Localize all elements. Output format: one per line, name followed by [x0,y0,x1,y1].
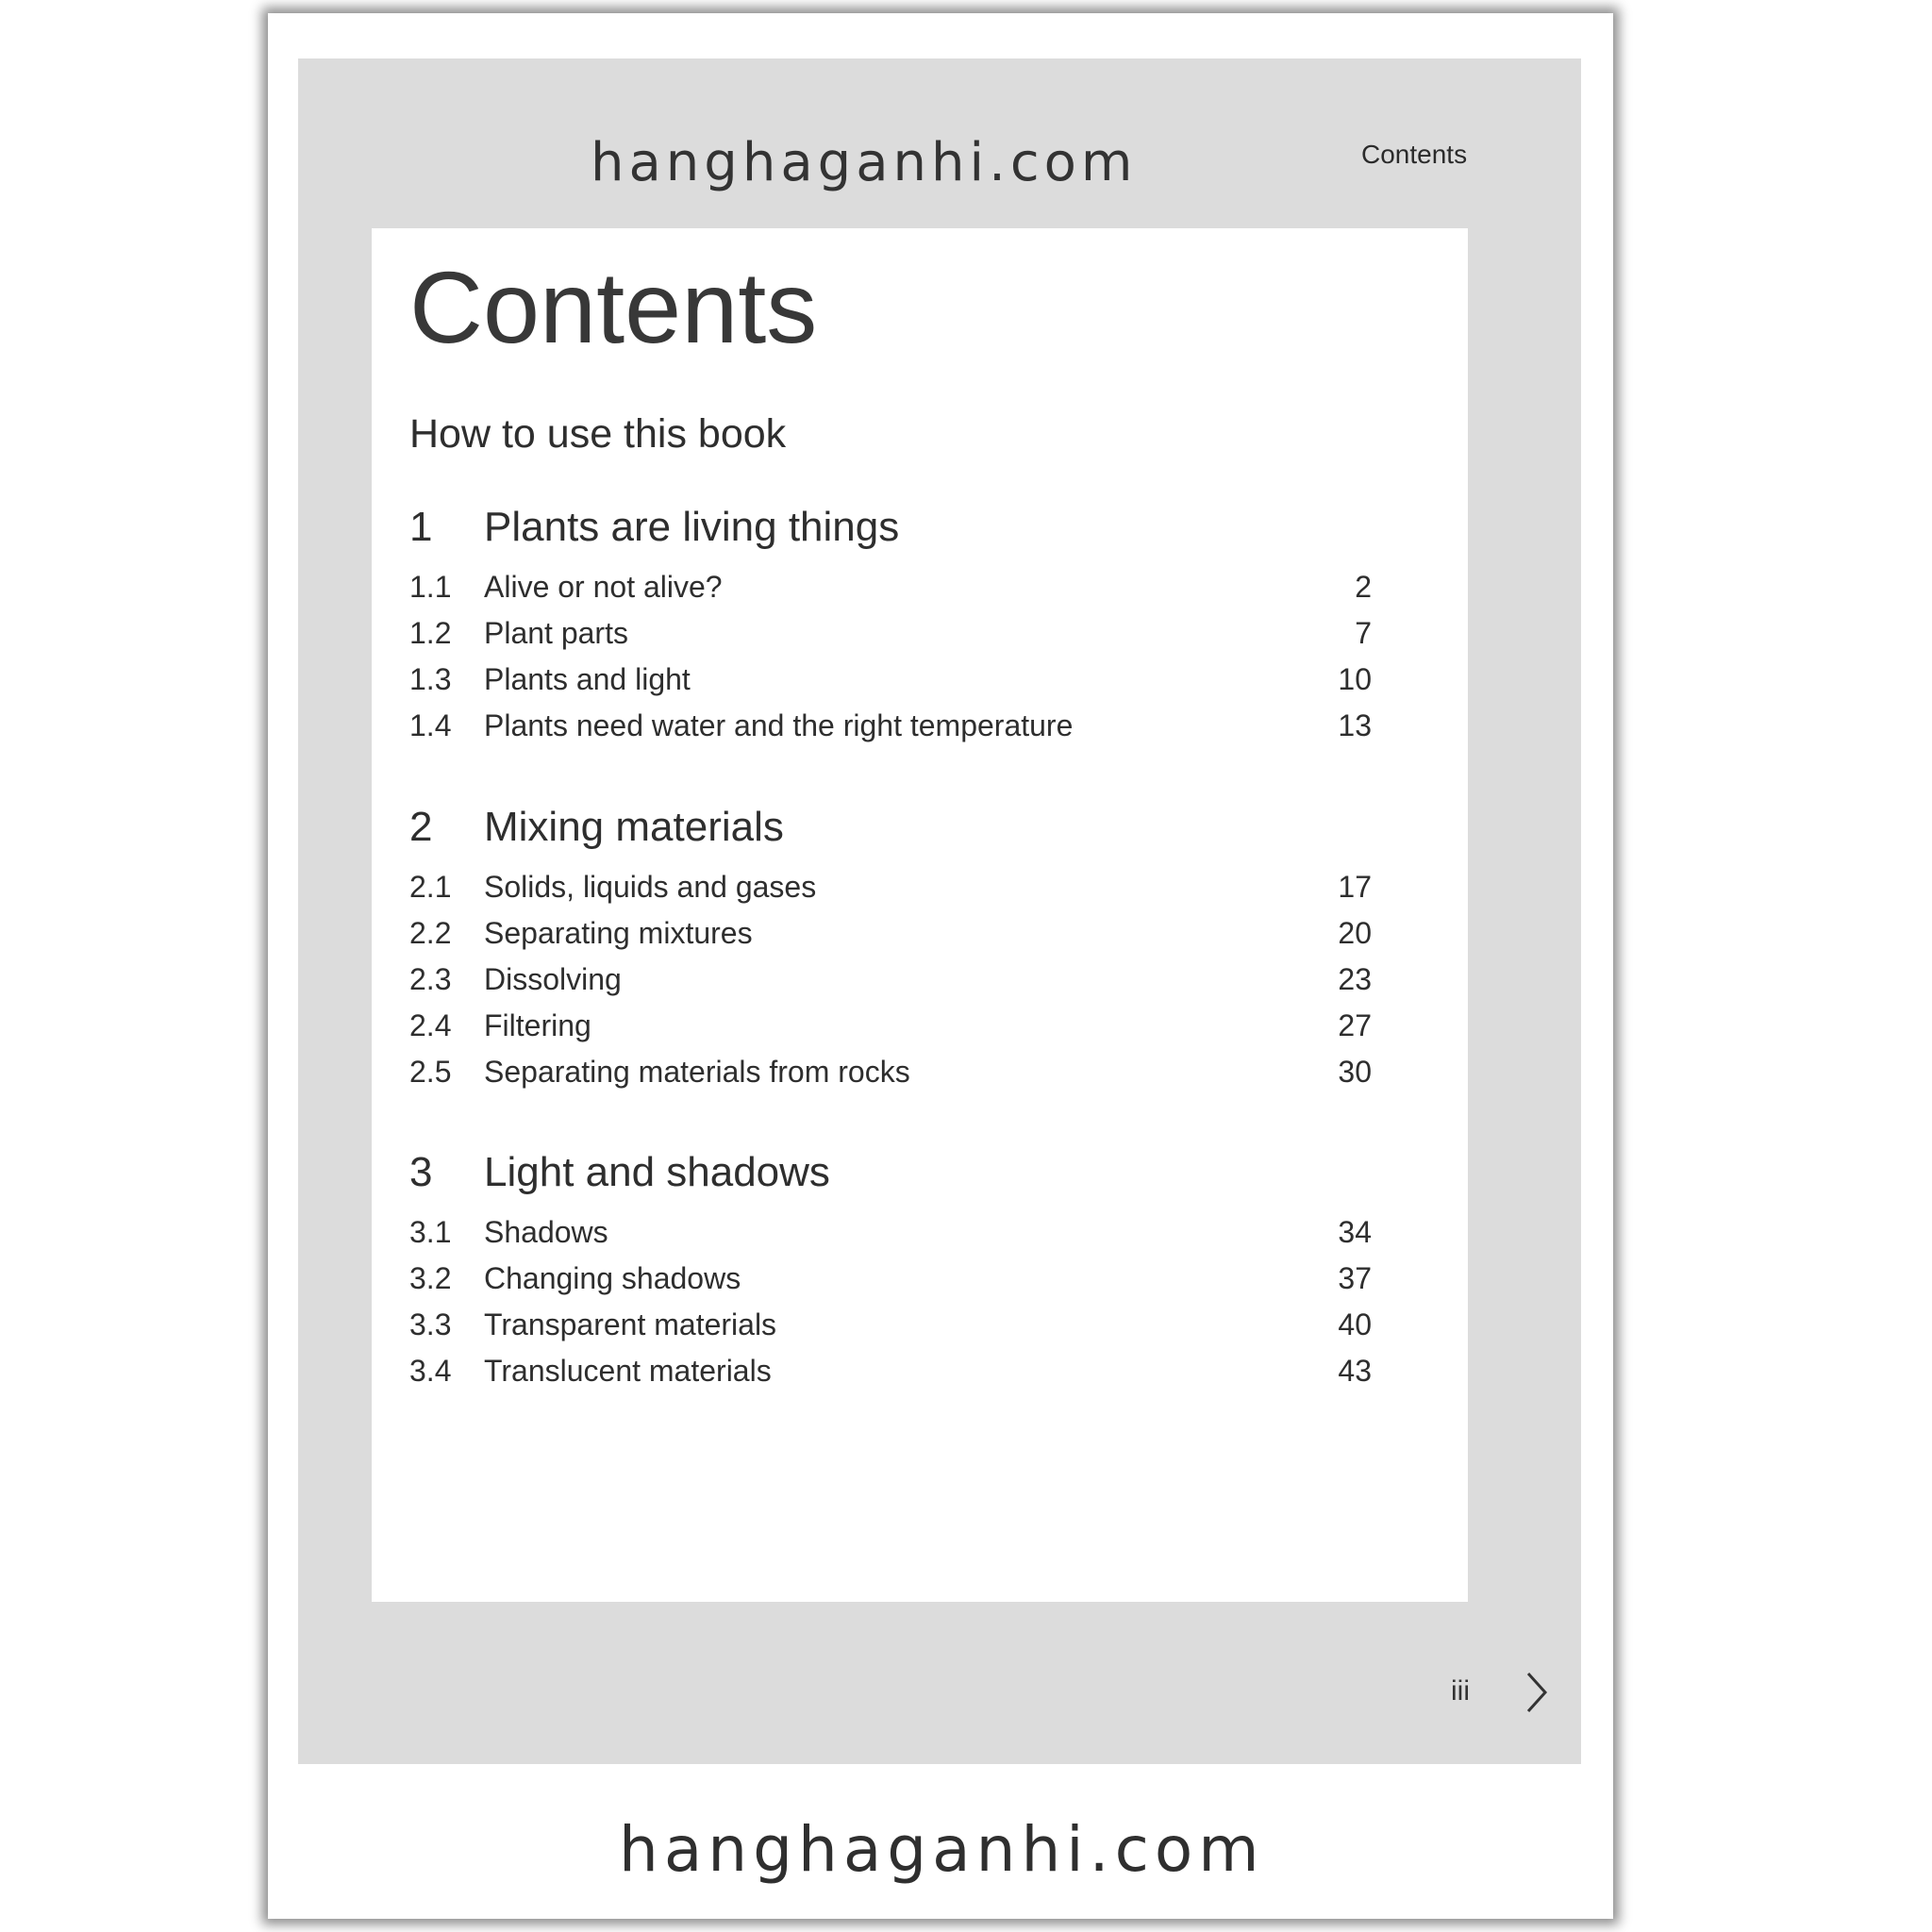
chapter-title: Mixing materials [484,804,784,850]
toc-row[interactable] [409,1209,1372,1256]
section-page: 43 [1338,1354,1372,1388]
chapter-2 [409,791,1372,1095]
section-number: 1.4 [409,708,452,742]
page-title: Contents [409,250,818,364]
section-title: Separating materials from rocks [484,1055,910,1089]
watermark-top: hanghaganhi.com [591,132,1138,193]
toc-row[interactable] [409,1302,1372,1348]
chevron-right-icon[interactable] [1523,1670,1551,1715]
toc-row[interactable] [409,564,1372,610]
toc-row[interactable] [409,1348,1372,1394]
toc-intro-entry[interactable]: How to use this book [409,411,787,457]
toc-row[interactable] [409,910,1372,957]
section-page: 17 [1338,870,1372,904]
toc-row[interactable] [409,610,1372,657]
section-page: 20 [1338,916,1372,950]
section-number: 2.3 [409,962,452,996]
section-number: 2.1 [409,870,452,904]
section-title: Plants and light [484,662,691,696]
section-page: 37 [1338,1261,1372,1295]
chapter-number: 3 [409,1149,433,1195]
section-page: 27 [1338,1008,1372,1042]
chapter-heading[interactable] [409,791,1372,864]
chapter-number: 2 [409,804,433,850]
chapter-heading[interactable] [409,1136,1372,1209]
section-page: 10 [1338,662,1372,696]
section-number: 1.1 [409,570,452,604]
section-title: Separating mixtures [484,916,753,950]
toc-row[interactable] [409,1003,1372,1049]
section-page: 34 [1338,1215,1372,1249]
section-number: 2.2 [409,916,452,950]
toc-row[interactable] [409,864,1372,910]
chapter-heading[interactable] [409,491,1372,564]
section-title: Solids, liquids and gases [484,870,817,904]
section-title: Transparent materials [484,1307,777,1341]
watermark-bottom: hanghaganhi.com [619,1813,1265,1886]
section-number: 2.5 [409,1055,452,1089]
toc-row[interactable] [409,703,1372,749]
section-title: Alive or not alive? [484,570,723,604]
section-page: 30 [1338,1055,1372,1089]
page-number: iii [1451,1675,1470,1707]
section-title: Changing shadows [484,1261,741,1295]
chapter-title: Light and shadows [484,1149,830,1195]
section-title: Translucent materials [484,1354,772,1388]
section-title: Filtering [484,1008,591,1042]
toc-row[interactable] [409,1256,1372,1302]
toc-row[interactable] [409,1049,1372,1095]
section-title: Plants need water and the right temperature [484,708,1074,742]
section-number: 1.3 [409,662,452,696]
chapter-3 [409,1136,1372,1394]
section-number: 3.2 [409,1261,452,1295]
section-page: 23 [1338,962,1372,996]
toc-row[interactable] [409,657,1372,703]
chapter-title: Plants are living things [484,504,900,550]
section-number: 2.4 [409,1008,452,1042]
section-number: 3.4 [409,1354,452,1388]
chapter-1 [409,491,1372,749]
section-title: Shadows [484,1215,608,1249]
section-page: 13 [1338,708,1372,742]
toc-row[interactable] [409,957,1372,1003]
section-page: 40 [1338,1307,1372,1341]
section-number: 3.3 [409,1307,452,1341]
section-page: 7 [1355,616,1372,650]
section-number: 1.2 [409,616,452,650]
section-title: Plant parts [484,616,628,650]
section-number: 3.1 [409,1215,452,1249]
running-head: Contents [1361,140,1468,169]
section-page: 2 [1355,570,1372,604]
section-title: Dissolving [484,962,622,996]
chapter-number: 1 [409,504,433,550]
